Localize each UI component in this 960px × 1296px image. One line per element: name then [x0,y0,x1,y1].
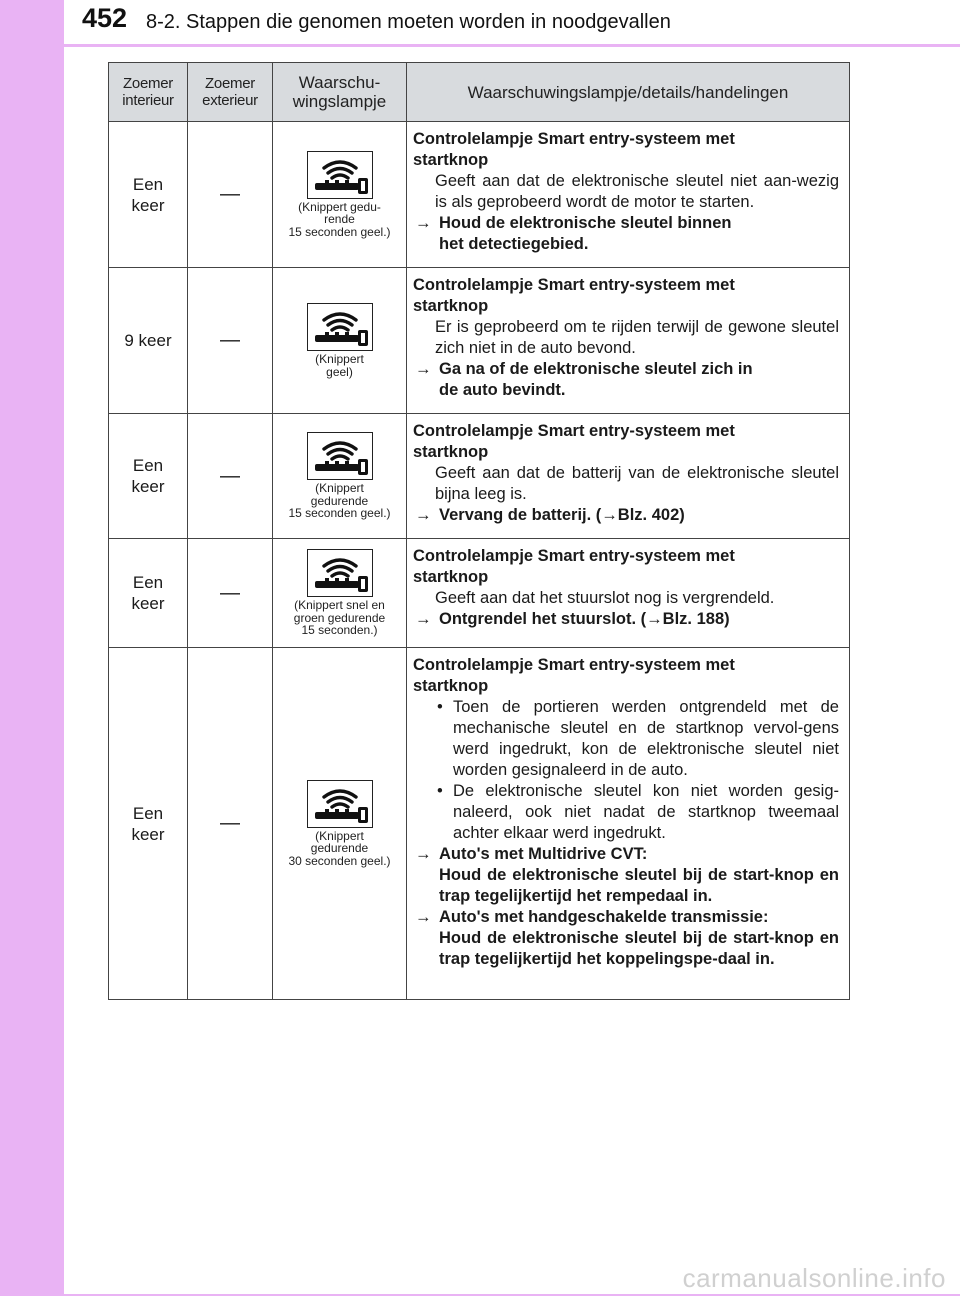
action-line: Houd de elektronische sleutel bij de start-knop en trap tegelijkertijd het koppelingspe-daal in. [439,929,839,968]
detail-title [413,275,839,317]
detail-action [413,359,839,401]
detail-action [413,907,839,970]
detail-description: Er is geprobeerd om te rijden terwijl de gewone sleutel zich niet in de auto bevond. [435,318,839,357]
detail-title-line: startknop [413,443,489,461]
table-header-row [109,63,850,122]
detail-title-line: Controlelampje Smart entry-systeem met [413,130,735,148]
action-line: Ontgrendel het stuurslot. (→Blz. 188) [439,610,730,628]
warning-light-caption [273,482,406,520]
table-row [109,268,850,414]
detail-description: Geeft aan dat het stuurslot nog is vergrendeld. [435,589,775,607]
buzzer-interior-text: Een [132,174,164,194]
smart-key-icon [308,781,372,827]
smart-key-icon [308,304,372,350]
warning-light-caption [273,201,406,239]
header-details: Waarschuwingslampje/details/handelingen [407,63,850,122]
buzzer-interior-cell [109,539,188,648]
detail-title-line: Controlelampje Smart entry-systeem met [413,547,735,565]
buzzer-interior-cell [109,268,188,414]
warning-light-icon-frame [307,303,373,351]
action-line: Auto's met Multidrive CVT: [439,845,648,863]
arrow-icon: → [415,506,432,524]
warning-light-icon-frame [307,549,373,597]
buzzer-interior-text: keer [131,824,165,844]
smart-key-icon [308,152,372,198]
buzzer-interior-cell [109,648,188,1000]
detail-title-line: Controlelampje Smart entry-systeem met [413,276,735,294]
warning-light-cell [273,122,407,268]
header-divider [64,44,960,47]
caption-line: gedurende [310,493,369,508]
chapter-title: 8-2. Stappen die genomen moeten worden in noodgevallen [146,11,671,33]
buzzer-exterior-text: — [220,329,240,351]
caption-line: (Knippert [315,481,364,496]
warning-light-caption [273,830,406,868]
detail-title-line: Controlelampje Smart entry-systeem met [413,422,735,440]
buzzer-exterior-text: — [220,464,240,487]
details-cell [407,648,850,1000]
detail-bullet: • De elektronische sleutel kon niet worden gesig-naleerd, ook niet nadat de startknop tweemaal achter elkaar werd ingedrukt. [413,781,839,844]
buzzer-interior-text: Een [132,573,164,592]
buzzer-interior-text: Een [132,803,164,823]
detail-title [413,421,839,463]
buzzer-exterior-cell [188,648,273,1000]
header-warning-light: Waarschu- wingslampje [273,63,407,122]
detail-title [413,129,839,171]
details-cell [407,414,850,539]
action-line: Houd de elektronische sleutel bij de start-knop en trap tegelijkertijd het rempedaal in. [439,866,839,905]
caption-line: 15 seconden.) [301,623,378,638]
action-line: Auto's met handgeschakelde transmissie: [439,908,769,926]
smart-key-icon [308,433,372,479]
page-header [0,0,960,46]
table-row [109,648,850,1000]
header-buzzer-exterior: Zoemer exterieur [188,63,273,122]
page-number: 452 [82,3,128,33]
action-line: de auto bevindt. [439,381,566,399]
buzzer-exterior-cell [188,268,273,414]
caption-line: 30 seconden geel.) [288,853,391,868]
caption-line: (Knippert [315,828,364,843]
table-row [109,414,850,539]
details-cell [407,539,850,648]
table-row [109,539,850,648]
arrow-icon: → [415,845,432,863]
action-line: Ga na of de elektronische sleutel zich in [439,360,753,378]
warning-light-cell [273,539,407,648]
buzzer-exterior-text: — [220,812,240,834]
action-line: Houd de elektronische sleutel binnen [439,214,732,232]
warning-light-icon-frame [307,432,373,480]
buzzer-exterior-cell [188,539,273,648]
buzzer-interior-cell [109,122,188,268]
warning-light-caption [273,599,406,637]
warning-light-icon-frame [307,780,373,828]
details-cell [407,122,850,268]
detail-title-line: startknop [413,677,489,695]
buzzer-exterior-cell [188,122,273,268]
buzzer-interior-text: keer [131,195,165,215]
buzzer-interior-text: Een [132,456,164,475]
caption-line: 15 seconden geel.) [288,506,391,521]
caption-line: (Knippert snel en [294,598,385,613]
caption-line: geel) [326,364,353,379]
action-line: Vervang de batterij. (→Blz. 402) [439,506,685,524]
detail-bullet: • Toen de portieren werden ontgrendeld met de mechanische sleutel en de startknop vervol-gens werd ingedrukt, kon de elektronische sleutel niet worden gesignaleerd in de auto. [413,697,839,781]
detail-description: Geeft aan dat de batterij van de elektronische sleutel bijna leeg is. [435,464,839,503]
warning-light-cell [273,268,407,414]
caption-line: gedurende [310,841,369,856]
detail-action [413,844,839,907]
warning-light-cell [273,414,407,539]
detail-action [413,213,839,255]
arrow-icon: → [415,610,432,628]
caption-line: rende [324,212,355,227]
arrow-icon: → [415,360,432,378]
detail-title [413,655,839,697]
table-row [109,122,850,268]
buzzer-exterior-text: — [220,183,240,205]
detail-title [413,546,839,588]
detail-title-line: startknop [413,297,489,315]
caption-line: groen gedurende [293,610,386,625]
warning-light-cell [273,648,407,1000]
arrow-icon: → [415,908,432,926]
buzzer-interior-text: 9 keer [124,331,172,350]
detail-title-line: Controlelampje Smart entry-systeem met [413,656,735,674]
warning-light-icon-frame [307,151,373,199]
buzzer-interior-cell [109,414,188,539]
action-line: het detectiegebied. [439,235,589,253]
detail-action [413,609,839,630]
buzzer-exterior-cell [188,414,273,539]
buzzer-exterior-text: — [220,581,240,604]
warning-light-caption [273,353,406,378]
arrow-icon: → [415,214,432,232]
caption-line: (Knippert gedu- [298,199,381,214]
smart-key-icon [308,550,372,596]
detail-description: Geeft aan dat de elektronische sleutel niet aan-wezig is als geprobeerd wordt de motor te starten. [435,172,839,211]
details-cell [407,268,850,414]
detail-title-line: startknop [413,151,489,169]
detail-title-line: startknop [413,568,489,586]
header-buzzer-interior: Zoemer interieur [109,63,188,122]
side-color-band [0,0,64,1296]
buzzer-interior-text: keer [131,477,165,496]
caption-line: (Knippert [315,352,364,366]
warning-table [108,62,850,1000]
caption-line: 15 seconden geel.) [288,224,391,239]
buzzer-interior-text: keer [131,594,165,613]
watermark: carmanualsonline.info [682,1263,946,1293]
detail-action [413,505,839,526]
